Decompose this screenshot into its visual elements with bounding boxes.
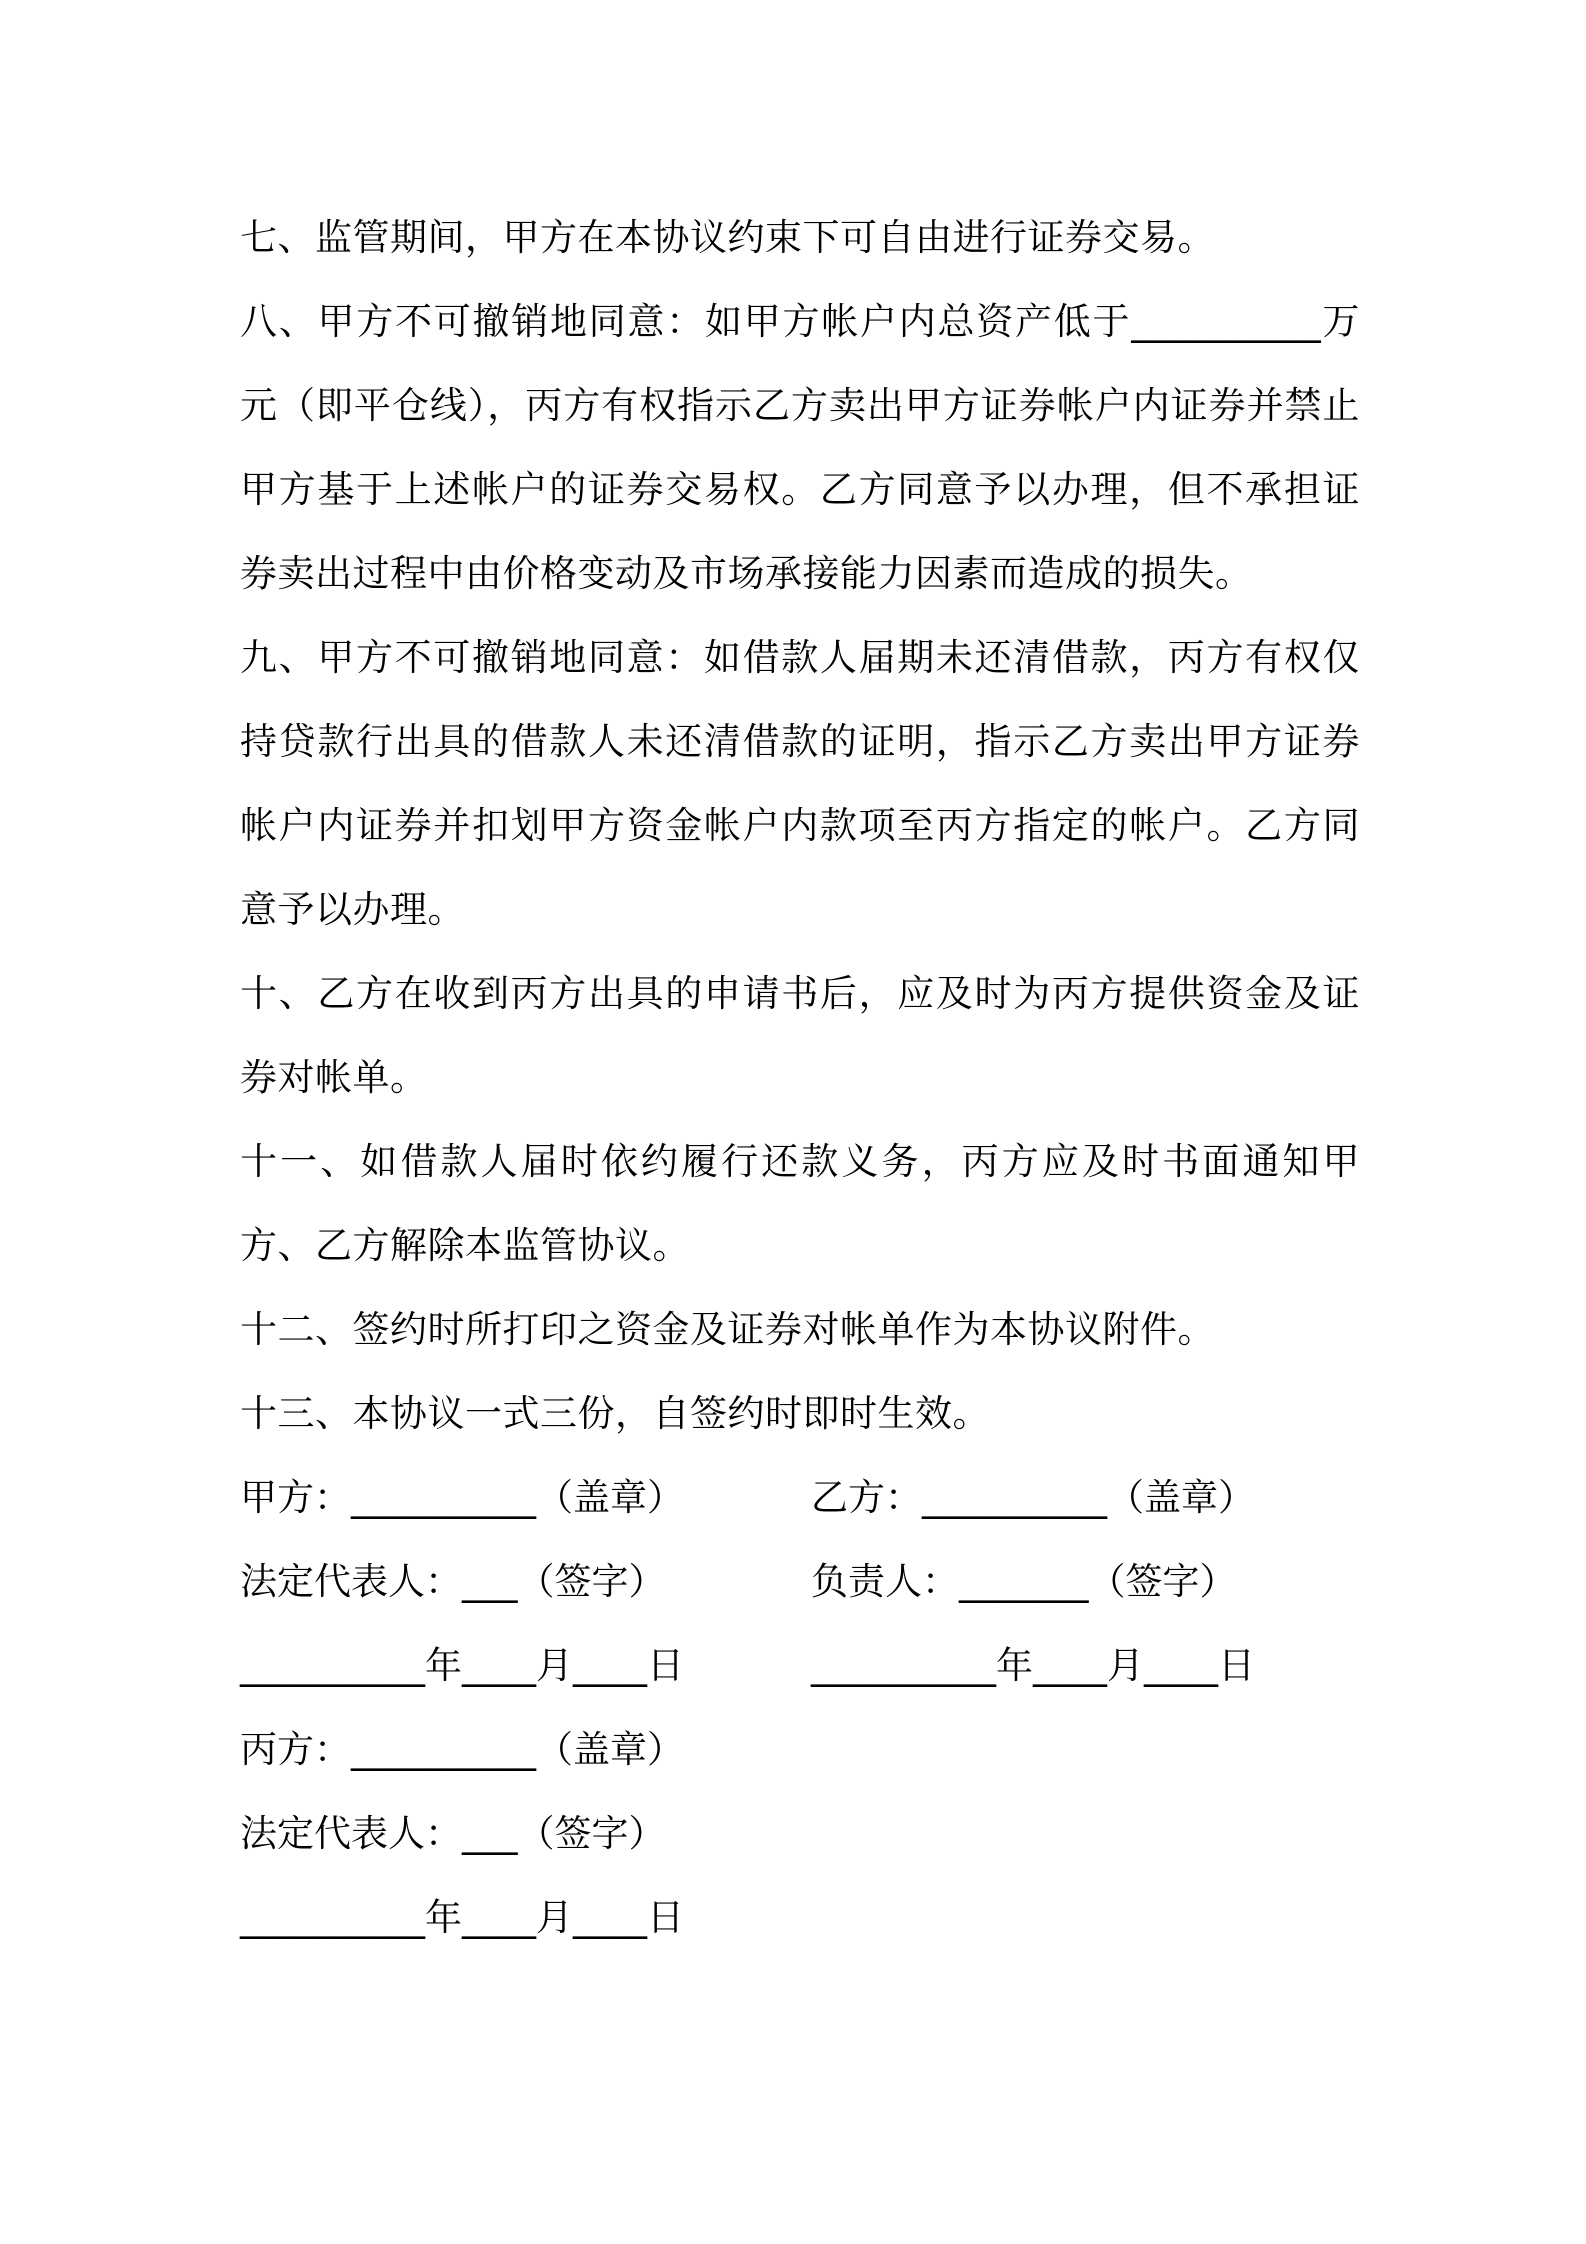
- party-c-seal-line: 丙方：__________（盖章）: [240, 1728, 684, 1771]
- clause-10: 十、乙方在收到丙方出具的申请书后，应及时为丙方提供资金及证券对帐单。: [240, 972, 1360, 1099]
- clause-13: 十三、本协议一式三份，自签约时即时生效。: [240, 1392, 990, 1435]
- clause-12: 十二、签约时所打印之资金及证券对帐单作为本协议附件。: [240, 1308, 1215, 1351]
- clause-7: 七、监管期间，甲方在本协议约束下可自由进行证券交易。: [240, 216, 1215, 259]
- party-a-date-line: __________年____月____日: [240, 1644, 684, 1687]
- party-b-date-line: __________年____月____日: [811, 1644, 1255, 1687]
- signature-row-party-c-date: [240, 1876, 1360, 1960]
- signature-row-party-c-representative: [240, 1792, 1360, 1876]
- signature-row-party: [240, 1456, 1360, 1540]
- clause-8: 八、甲方不可撤销地同意：如甲方帐户内总资产低于__________万元（即平仓线），丙方有权指示乙方卖出甲方证券帐户内证券并禁止甲方基于上述帐户的证券交易权。乙方同意予以办理，但不承担证券卖出过程中由价格变动及市场承接能力因素而造成的损失。: [240, 300, 1360, 595]
- party-b-seal-line: 乙方：__________（盖章）: [811, 1476, 1255, 1519]
- party-c-date-line: __________年____月____日: [240, 1896, 684, 1939]
- clause-11: 十一、如借款人届时依约履行还款义务，丙方应及时书面通知甲方、乙方解除本监管协议。: [240, 1140, 1360, 1267]
- party-c-representative-line: 法定代表人：___（签字）: [240, 1812, 666, 1855]
- document-body: [240, 196, 1360, 1960]
- party-b-representative-line: 负责人：_______（签字）: [811, 1560, 1237, 1603]
- signature-row-date: [240, 1624, 1360, 1708]
- clause-9: 九、甲方不可撤销地同意：如借款人届期未还清借款，丙方有权仅持贷款行出具的借款人未还清借款的证明，指示乙方卖出甲方证券帐户内证券并扣划甲方资金帐户内款项至丙方指定的帐户。乙方同意予以办理。: [240, 636, 1360, 931]
- party-a-representative-line: 法定代表人：___（签字）: [240, 1560, 666, 1603]
- signature-row-representative: [240, 1540, 1360, 1624]
- party-a-seal-line: 甲方：__________（盖章）: [240, 1476, 684, 1519]
- signature-row-party-c: [240, 1708, 1360, 1792]
